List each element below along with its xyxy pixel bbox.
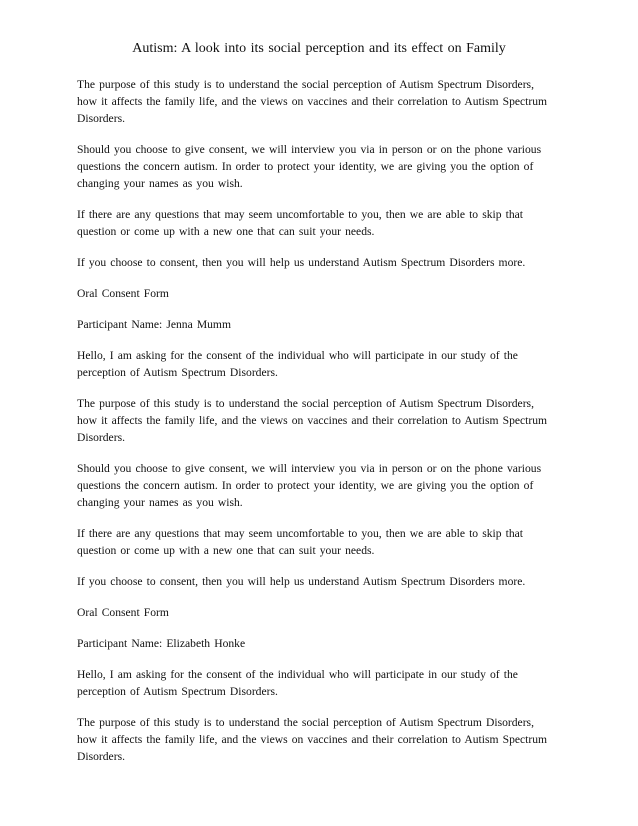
text-line: If you choose to consent, then you will help us understand Autism Spectrum Disorders more.: [77, 575, 526, 588]
paragraph-greeting: [77, 347, 577, 381]
form-heading: [77, 285, 577, 302]
text-line: Disorders.: [77, 112, 125, 125]
participant-name: [77, 635, 577, 652]
paragraph-consent-help: [77, 254, 577, 271]
text-line: perception of Autism Spectrum Disorders.: [77, 685, 278, 698]
text-line: Disorders.: [77, 750, 125, 763]
text-line: The purpose of this study is to understand the social perception of Autism Spectrum Disorders,: [77, 397, 534, 410]
text-line: Should you choose to give consent, we will interview you via in person or on the phone various: [77, 462, 542, 475]
paragraph-study-purpose: [77, 76, 577, 127]
text-line: Oral Consent Form: [77, 287, 169, 300]
text-line: question or come up with a new one that can suit your needs.: [77, 225, 375, 238]
text-line: Disorders.: [77, 431, 125, 444]
paragraph-consent-help: [77, 573, 577, 590]
text-line: perception of Autism Spectrum Disorders.: [77, 366, 278, 379]
document-title: Autism: A look into its social perception and its effect on Family: [132, 41, 506, 56]
text-line: how it affects the family life, and the views on vaccines and their correlation to Autism Spectrum: [77, 414, 548, 427]
paragraph-interview-consent: [77, 460, 577, 511]
text-line: If there are any questions that may seem uncomfortable to you, then we are able to skip that: [77, 208, 524, 221]
text-line: changing your names as you wish.: [77, 177, 243, 190]
participant-name: [77, 316, 577, 333]
document-body: [77, 76, 577, 779]
text-line: how it affects the family life, and the views on vaccines and their correlation to Autism Spectrum: [77, 95, 548, 108]
text-line: Oral Consent Form: [77, 606, 169, 619]
text-line: questions the concern autism. In order to protect your identity, we are giving you the option of: [77, 479, 534, 492]
paragraph-interview-consent: [77, 141, 577, 192]
text-line: Hello, I am asking for the consent of the individual who will participate in our study of the: [77, 668, 518, 681]
text-line: Participant Name: Elizabeth Honke: [77, 637, 246, 650]
text-line: Participant Name: Jenna Mumm: [77, 318, 231, 331]
text-line: Hello, I am asking for the consent of the individual who will participate in our study of the: [77, 349, 518, 362]
paragraph-study-purpose: [77, 395, 577, 446]
text-line: changing your names as you wish.: [77, 496, 243, 509]
text-line: how it affects the family life, and the views on vaccines and their correlation to Autism Spectrum: [77, 733, 548, 746]
paragraph-study-purpose: [77, 714, 577, 765]
text-line: Should you choose to give consent, we will interview you via in person or on the phone various: [77, 143, 542, 156]
paragraph-greeting: [77, 666, 577, 700]
paragraph-skip-questions: [77, 206, 577, 240]
paragraph-skip-questions: [77, 525, 577, 559]
text-line: If there are any questions that may seem uncomfortable to you, then we are able to skip that: [77, 527, 524, 540]
text-line: The purpose of this study is to understand the social perception of Autism Spectrum Disorders,: [77, 716, 534, 729]
text-line: question or come up with a new one that can suit your needs.: [77, 544, 375, 557]
text-line: questions the concern autism. In order to protect your identity, we are giving you the option of: [77, 160, 534, 173]
text-line: If you choose to consent, then you will help us understand Autism Spectrum Disorders more.: [77, 256, 526, 269]
form-heading: [77, 604, 577, 621]
text-line: The purpose of this study is to understand the social perception of Autism Spectrum Disorders,: [77, 78, 534, 91]
